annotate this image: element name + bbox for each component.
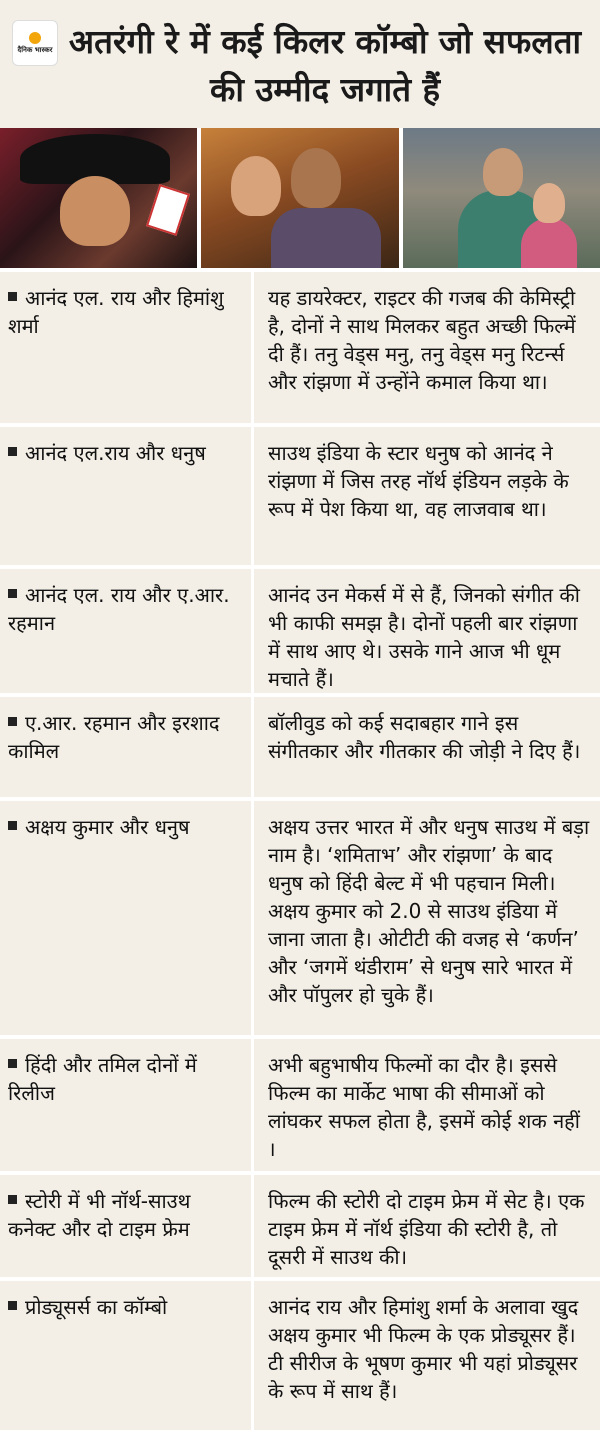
bullet-icon (8, 1059, 17, 1068)
bullet-icon (8, 589, 17, 598)
face-shape (533, 183, 565, 223)
description-cell: आनंद उन मेकर्स में से हैं, जिनको संगीत की भी काफी समझ है। दोनों पहली बार रांझणा में साथ आए थे। उसके गाने आज भी धूम मचाते हैं। (268, 583, 580, 691)
sun-icon (29, 32, 41, 44)
combo-cell (0, 569, 254, 693)
playing-card-shape (146, 184, 190, 236)
combo-cell (0, 1281, 254, 1430)
brand-logo (12, 20, 58, 66)
combo-label: आनंद एल. राय और हिमांशु शर्मा (8, 286, 224, 338)
description-cell: अभी बहुभाषीय फिल्मों का दौर है। इससे फिल्म का मार्केट भाषा की सीमाओं को लांघकर सफल होता है, इसमें कोई शक नहीं । (268, 1053, 580, 1161)
table-row (0, 1171, 600, 1277)
bullet-icon (8, 447, 17, 456)
photo-couple-poster (201, 128, 398, 268)
face-shape (483, 148, 523, 196)
bullet-icon (8, 292, 17, 301)
description-cell: साउथ इंडिया के स्टार धनुष को आनंद ने रांझणा में जिस तरह नॉर्थ इंडियन लड़के के रूप में पेश किया था, वह लाजवाब था। (268, 441, 569, 521)
combo-cell (0, 801, 254, 1035)
face-shape (291, 148, 341, 208)
table-row (0, 565, 600, 693)
combo-label: आनंद एल.राय और धनुष (25, 441, 206, 465)
face-shape (231, 156, 281, 216)
description-cell: आनंद राय और हिमांशु शर्मा के अलावा खुद अक्षय कुमार भी फिल्म के एक प्रोड्यूसर हैं। टी सीरीज के भूषण कुमार भी यहां प्रोड्यूसर के रूप में साथ हैं। (268, 1295, 579, 1403)
description-cell: फिल्म की स्टोरी दो टाइम फ्रेम में सेट है। एक टाइम फ्रेम में नॉर्थ इंडिया की स्टोरी है, तो दूसरी में साउथ की। (268, 1189, 585, 1269)
combo-cell (0, 1175, 254, 1277)
combo-label: अक्षय कुमार और धनुष (25, 815, 190, 839)
photo-crowd-scene (403, 128, 600, 268)
combo-label: प्रोड्यूसर्स का कॉम्बो (25, 1295, 168, 1319)
body-shape (521, 218, 577, 268)
table-row (0, 693, 600, 797)
combo-cell (0, 1039, 254, 1171)
table-row (0, 268, 600, 423)
combo-label: स्टोरी में भी नॉर्थ-साउथ कनेक्ट और दो टाइम फ्रेम (8, 1189, 191, 1241)
description-cell: अक्षय उत्तर भारत में और धनुष साउथ में बड़ा नाम है। ‘शमिताभ’ और रांझणा’ के बाद धनुष को हिंदी बेल्ट में भी पहचान मिली। अक्षय कुमार को 2.0 से साउथ इंडिया में जाना जाता है। ओटीटी की वजह से ‘कर्णन’ और ‘जगमें थंडीराम’ से धनुष सारे भारत में और पॉपुलर हो चुके हैं। (268, 815, 590, 1007)
table-row (0, 1277, 600, 1430)
description-cell: यह डायरेक्टर, राइटर की गजब की केमिस्ट्री है, दोनों ने साथ मिलकर बहुत अच्छी फिल्में दी हैं। तनु वेड्स मनु, तनु वेड्स मनु रिटर्न्स और रांझणा में उन्होंने कमाल किया था। (268, 286, 576, 394)
body-shape (271, 208, 381, 268)
combo-label: हिंदी और तमिल दोनों में रिलीज (8, 1053, 197, 1105)
page-title: अतरंगी रे में कई किलर कॉम्बो जो सफलता की उम्मीद जगाते हैं (68, 22, 582, 109)
bullet-icon (8, 1195, 17, 1204)
table-row (0, 423, 600, 565)
description-cell: बॉलीवुड को कई सदाबहार गाने इस संगीतकार और गीतकार की जोड़ी ने दिए हैं। (268, 711, 581, 763)
header (0, 0, 600, 128)
brand-logo-text: दैनिक भास्कर (17, 46, 53, 54)
photo-strip (0, 128, 600, 268)
bullet-icon (8, 1301, 17, 1310)
combo-cell (0, 272, 254, 423)
combo-cell (0, 697, 254, 797)
combo-label: ए.आर. रहमान और इरशाद कामिल (8, 711, 220, 763)
photo-magician-card (0, 128, 197, 268)
table-row (0, 1035, 600, 1171)
combo-label: आनंद एल. राय और ए.आर. रहमान (8, 583, 230, 635)
bullet-icon (8, 821, 17, 830)
combo-table (0, 268, 600, 1430)
bullet-icon (8, 717, 17, 726)
table-row (0, 797, 600, 1035)
face-shape (60, 176, 130, 246)
combo-cell (0, 427, 254, 565)
